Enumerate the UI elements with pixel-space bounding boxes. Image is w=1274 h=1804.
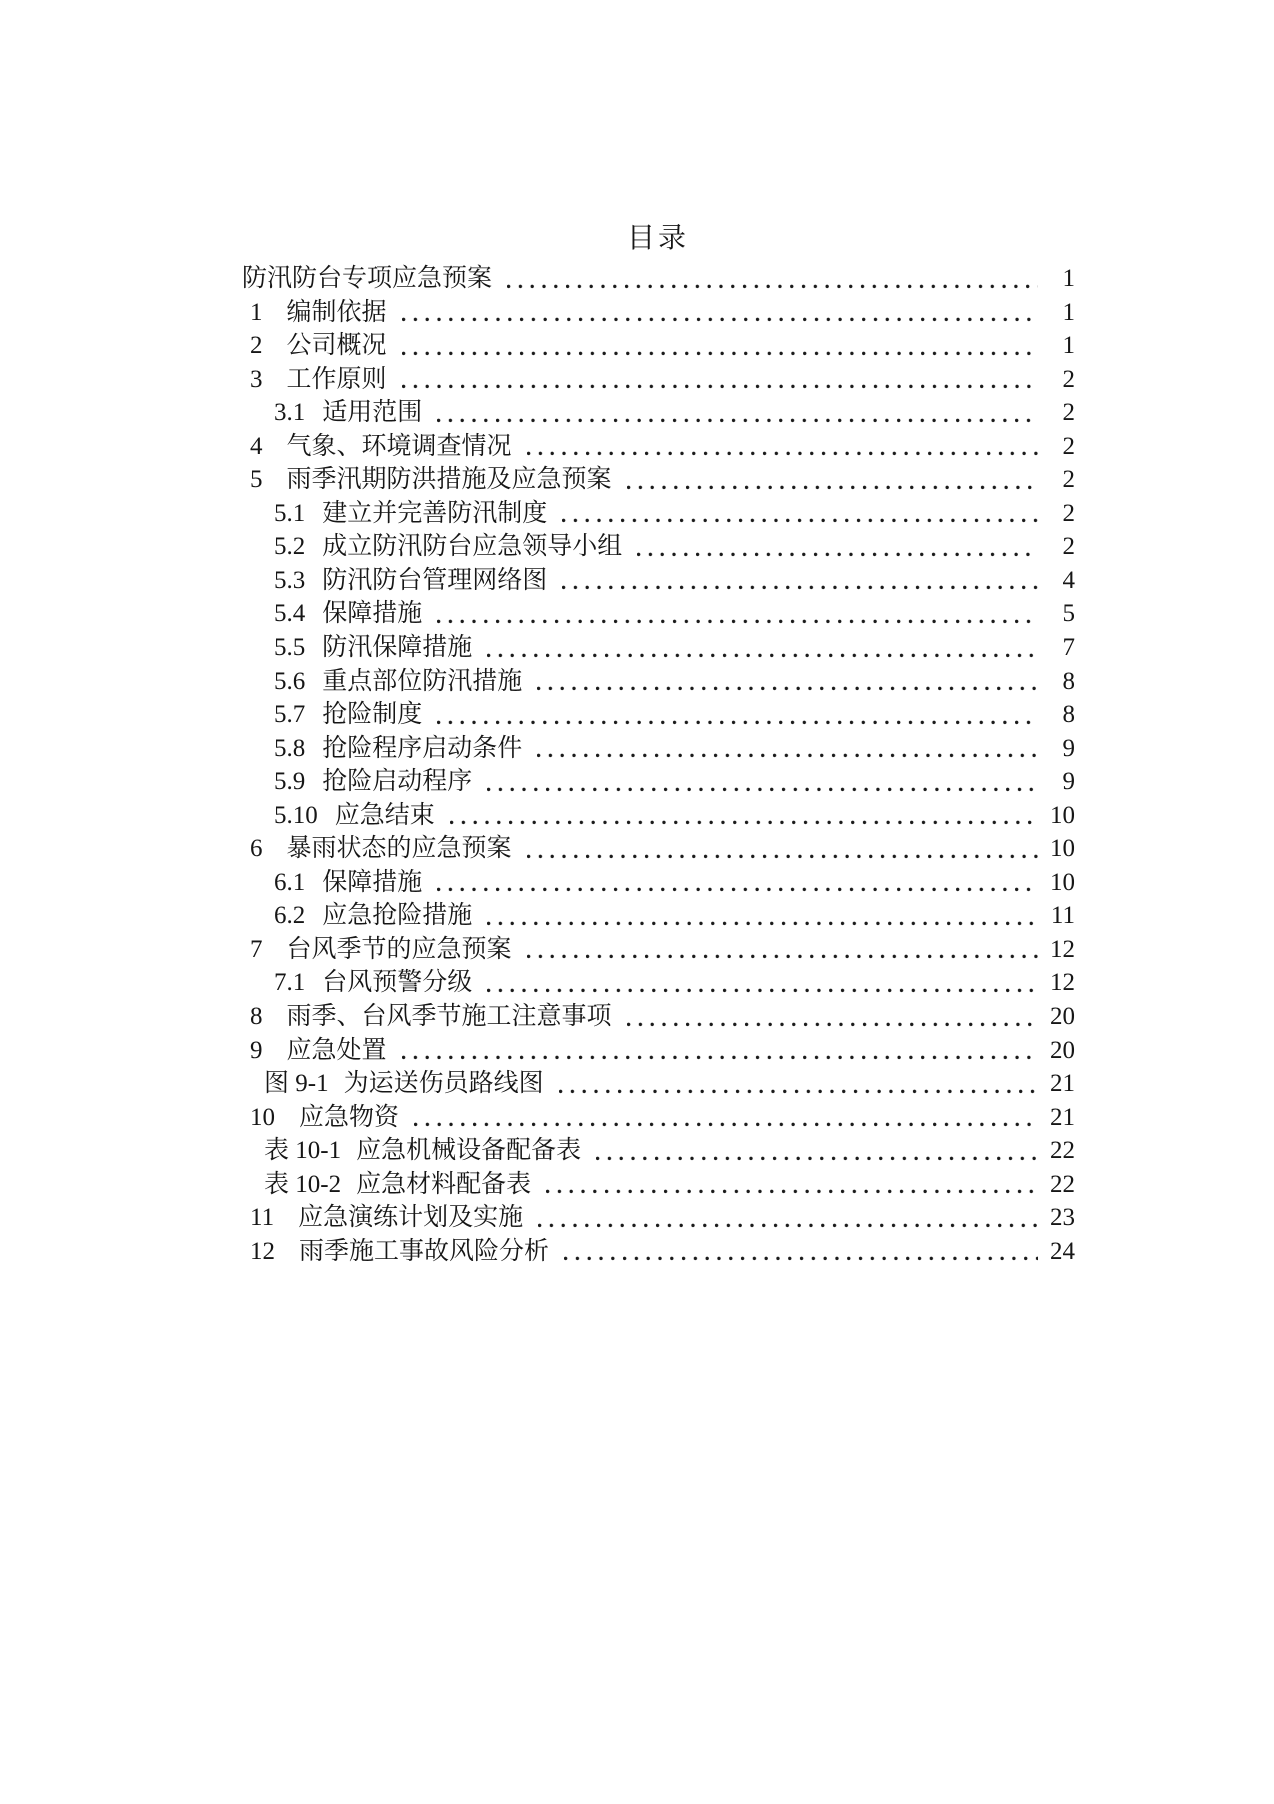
dot-leader: [544, 1168, 1038, 1202]
toc-entry-number: 5.2: [274, 533, 306, 561]
toc-entry-label: 防汛防台专项应急预案: [242, 265, 493, 292]
toc-row: [0, 899, 1274, 933]
page-number: 10: [1050, 868, 1075, 896]
page-number: 12: [1050, 935, 1075, 963]
toc-row: [0, 363, 1274, 397]
toc-entry-number: 7: [250, 935, 263, 963]
dot-leader: [435, 698, 1038, 732]
toc-row: [0, 296, 1274, 330]
toc-entry-number: 表 10-1: [264, 1137, 342, 1165]
page-number: 21: [1050, 1070, 1075, 1098]
toc-entry-number: 7.1: [274, 969, 306, 997]
dot-leader: [525, 832, 1038, 866]
page-number: 1: [1062, 265, 1075, 292]
dot-leader: [435, 396, 1038, 430]
toc-row: [0, 933, 1274, 967]
toc-row: [0, 1034, 1274, 1068]
toc-entry-number: 3: [250, 365, 263, 393]
toc-entry-label: 气象、环境调查情况: [286, 432, 512, 460]
page-number: 9: [1062, 768, 1075, 796]
dot-leader: [525, 933, 1038, 967]
page-number: 2: [1062, 533, 1075, 561]
page-number: 10: [1050, 801, 1075, 829]
toc-entry-label: 防汛防台管理网络图: [322, 566, 548, 594]
page-number: 9: [1062, 734, 1075, 762]
toc-entry-number: 9: [250, 1036, 263, 1064]
dot-leader: [557, 1067, 1038, 1101]
toc-entry-label: 重点部位防汛措施: [322, 667, 523, 695]
toc-entry-label: 应急抢险措施: [322, 902, 473, 930]
dot-leader: [412, 1101, 1038, 1135]
toc-entry-label: 台风季节的应急预案: [286, 935, 512, 963]
dot-leader: [485, 966, 1038, 1000]
toc-entry-label: 应急演练计划及实施: [298, 1204, 524, 1232]
toc-entry-number: 5.7: [274, 701, 306, 729]
dot-leader: [560, 497, 1038, 531]
page-number: 22: [1050, 1170, 1075, 1198]
toc-entry-label: 应急处置: [286, 1036, 387, 1064]
toc-row: [0, 966, 1274, 1000]
page-number: 22: [1050, 1137, 1075, 1165]
toc-entry-number: 5.10: [274, 801, 318, 829]
toc-row: [0, 1000, 1274, 1034]
page-number: 2: [1062, 466, 1075, 494]
dot-leader: [535, 665, 1038, 699]
page-number: 2: [1062, 499, 1075, 527]
toc-entry-number: 8: [250, 1003, 263, 1031]
toc-row: [0, 1134, 1274, 1168]
toc-row: [0, 463, 1274, 497]
toc-entry-number: 5.4: [274, 600, 306, 628]
toc-row: [0, 1235, 1274, 1269]
toc-row: [0, 665, 1274, 699]
toc-entry-label: 应急物资: [299, 1103, 400, 1131]
toc-entry-label: 为运送伤员路线图: [343, 1070, 544, 1098]
dot-leader: [594, 1134, 1038, 1168]
toc-entry-number: 3.1: [274, 399, 306, 427]
toc-entry-label: 保障措施: [322, 600, 423, 628]
toc-entry-label: 暴雨状态的应急预案: [286, 835, 512, 863]
page-title: 目录: [626, 223, 689, 254]
dot-leader: [435, 597, 1038, 631]
toc-entry-label: 雨季、台风季节施工注意事项: [286, 1003, 612, 1031]
dot-leader: [625, 463, 1038, 497]
toc-entry-number: 5: [250, 466, 263, 494]
toc-row: [0, 262, 1274, 296]
dot-leader: [505, 262, 1038, 296]
toc-entry-label: 应急结束: [334, 801, 435, 829]
toc-entry-label: 抢险程序启动条件: [322, 734, 523, 762]
page-number: 5: [1062, 600, 1075, 628]
toc-entry-number: 10: [250, 1103, 275, 1131]
dot-leader: [485, 765, 1038, 799]
dot-leader: [485, 899, 1038, 933]
toc-entry-label: 保障措施: [322, 868, 423, 896]
toc-row: [0, 631, 1274, 665]
toc-entry-number: 5.3: [274, 566, 306, 594]
page-number: 8: [1062, 701, 1075, 729]
toc-row: [0, 430, 1274, 464]
toc-row: [0, 698, 1274, 732]
toc-entry-label: 建立并完善防汛制度: [322, 499, 548, 527]
toc-entry-label: 防汛保障措施: [322, 634, 473, 662]
page-number: 11: [1050, 902, 1075, 930]
dot-leader: [535, 732, 1038, 766]
page-number: 24: [1050, 1237, 1075, 1265]
page-number: 10: [1050, 835, 1075, 863]
toc-entry-label: 应急机械设备配备表: [356, 1137, 582, 1165]
table-of-contents: [0, 262, 1274, 1268]
dot-leader: [400, 329, 1038, 363]
page-number: 12: [1050, 969, 1075, 997]
toc-row: [0, 329, 1274, 363]
dot-leader: [525, 430, 1038, 464]
toc-entry-label: 适用范围: [322, 399, 423, 427]
toc-entry-label: 台风预警分级: [322, 969, 473, 997]
page-number: 23: [1050, 1204, 1075, 1232]
dot-leader: [435, 866, 1038, 900]
page-number: 2: [1062, 365, 1075, 393]
toc-row: [0, 732, 1274, 766]
toc-entry-label: 公司概况: [286, 332, 387, 360]
toc-entry-number: 5.1: [274, 499, 306, 527]
toc-entry-number: 5.8: [274, 734, 306, 762]
toc-entry-label: 成立防汛防台应急领导小组: [322, 533, 623, 561]
toc-entry-number: 11: [250, 1204, 275, 1232]
toc-row: [0, 530, 1274, 564]
toc-row: [0, 1101, 1274, 1135]
toc-row: [0, 799, 1274, 833]
dot-leader: [485, 631, 1038, 665]
toc-row: [0, 866, 1274, 900]
toc-entry-number: 6: [250, 835, 263, 863]
toc-entry-number: 2: [250, 332, 263, 360]
page-number: 4: [1062, 566, 1075, 594]
toc-row: [0, 564, 1274, 598]
toc-entry-number: 6.1: [274, 868, 306, 896]
dot-leader: [536, 1201, 1038, 1235]
page-number: 1: [1062, 332, 1075, 360]
page-number: 8: [1062, 667, 1075, 695]
toc-row: [0, 497, 1274, 531]
page-number: 21: [1050, 1103, 1075, 1131]
toc-entry-number: 图 9-1: [264, 1070, 329, 1098]
toc-entry-label: 抢险制度: [322, 701, 423, 729]
dot-leader: [625, 1000, 1038, 1034]
toc-entry-label: 编制依据: [286, 298, 387, 326]
dot-leader: [400, 296, 1038, 330]
toc-entry-number: 5.5: [274, 634, 306, 662]
toc-entry-label: 雨季施工事故风险分析: [299, 1237, 550, 1265]
toc-entry-label: 抢险启动程序: [322, 768, 473, 796]
page-number: 20: [1050, 1003, 1075, 1031]
toc-entry-number: 5.9: [274, 768, 306, 796]
toc-entry-number: 12: [250, 1237, 275, 1265]
toc-row: [0, 396, 1274, 430]
toc-row: [0, 1201, 1274, 1235]
toc-entry-number: 5.6: [274, 667, 306, 695]
page-number: 20: [1050, 1036, 1075, 1064]
toc-row: [0, 832, 1274, 866]
toc-entry-number: 表 10-2: [264, 1170, 342, 1198]
page-number: 1: [1062, 298, 1075, 326]
dot-leader: [560, 564, 1038, 598]
dot-leader: [635, 530, 1038, 564]
dot-leader: [448, 799, 1038, 833]
toc-entry-number: 6.2: [274, 902, 306, 930]
toc-row: [0, 597, 1274, 631]
page-number: 2: [1062, 399, 1075, 427]
toc-entry-number: 4: [250, 432, 263, 460]
toc-entry-label: 工作原则: [286, 365, 387, 393]
page-number: 7: [1062, 634, 1075, 662]
dot-leader: [400, 1034, 1038, 1068]
dot-leader: [562, 1235, 1038, 1269]
toc-entry-label: 雨季汛期防洪措施及应急预案: [286, 466, 612, 494]
toc-row: [0, 1067, 1274, 1101]
dot-leader: [400, 363, 1038, 397]
toc-entry-label: 应急材料配备表: [356, 1170, 532, 1198]
toc-entry-number: 1: [250, 298, 263, 326]
page-number: 2: [1062, 432, 1075, 460]
toc-row: [0, 765, 1274, 799]
toc-row: [0, 1168, 1274, 1202]
